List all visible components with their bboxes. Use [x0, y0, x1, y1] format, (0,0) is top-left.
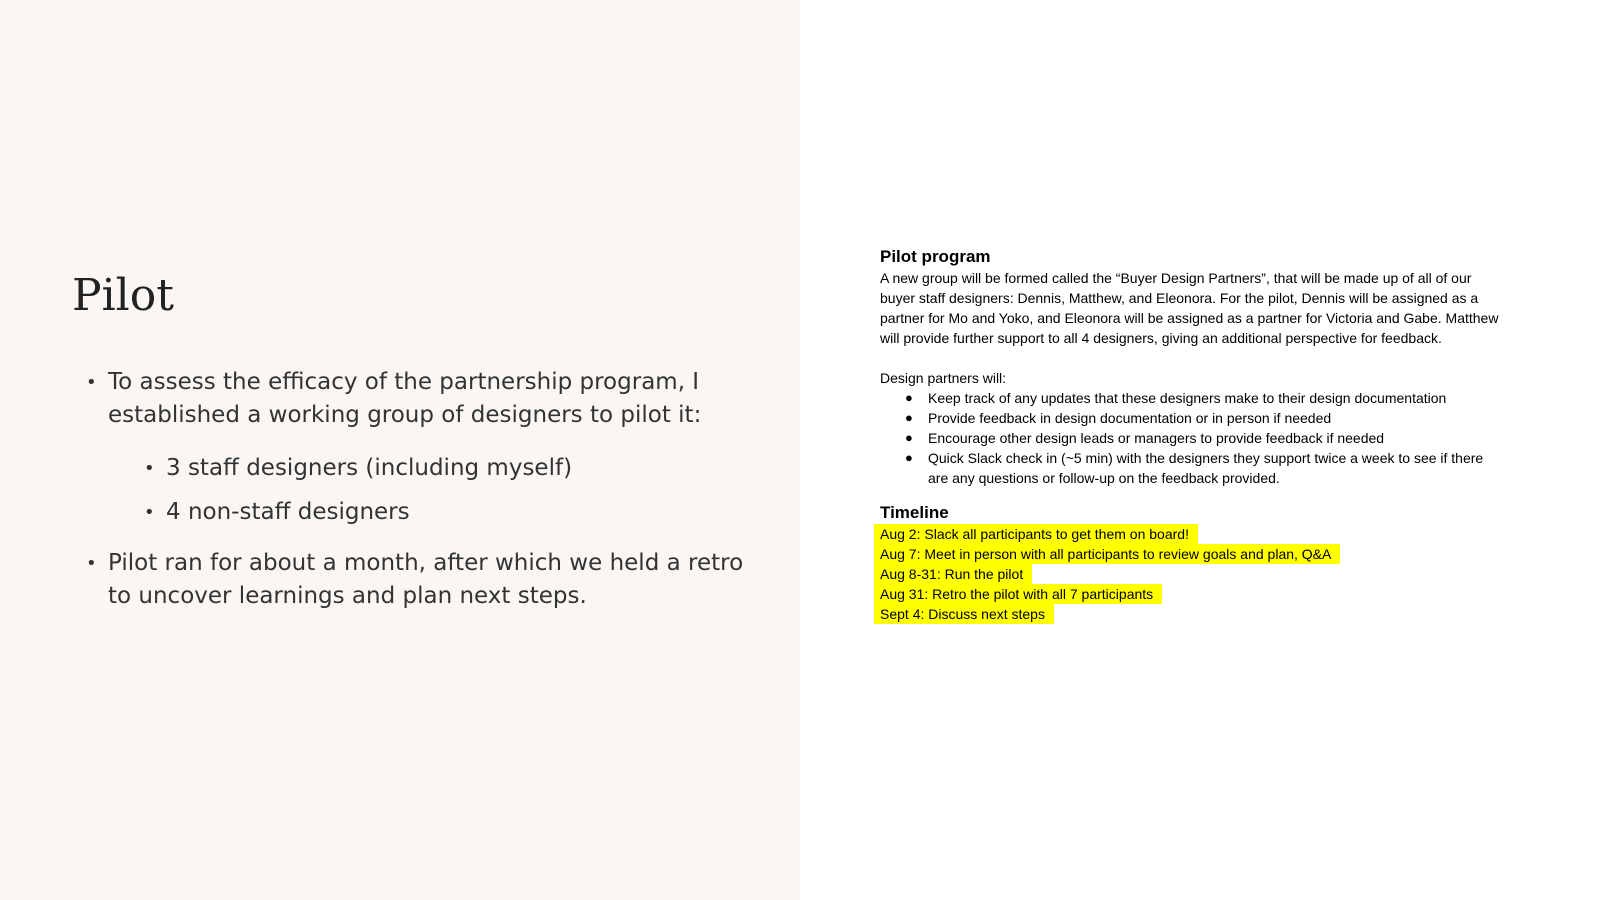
bullet-dot-icon: •	[86, 372, 97, 393]
doc-partner-item	[905, 448, 1505, 488]
bullet-dot-icon: •	[144, 458, 155, 479]
bullet-dot-icon: •	[86, 553, 97, 574]
slide-bullet-text: To assess the efficacy of the partnership program, I established a working group of designers to pilot it:	[108, 369, 702, 428]
bullet-dot-icon: ●	[905, 410, 913, 425]
doc-heading: Pilot program	[880, 247, 991, 266]
timeline-item	[880, 604, 1505, 624]
bullet-dot-icon: ●	[905, 450, 913, 465]
timeline-item	[880, 564, 1505, 584]
highlighted-timeline-text: Sept 4: Discuss next steps	[874, 604, 1054, 624]
slide-bullet	[86, 366, 746, 529]
slide-sub-bullet-list	[144, 452, 746, 529]
slide-title: Pilot	[72, 270, 174, 321]
doc-partner-item-text: Keep track of any updates that these designers make to their design documentation	[928, 390, 1447, 406]
slide-bullet	[86, 547, 746, 613]
timeline-item	[880, 544, 1505, 564]
doc-partner-item	[905, 388, 1505, 408]
slide-bullet-list	[86, 366, 746, 631]
document-excerpt	[880, 246, 1505, 624]
doc-partner-list	[880, 388, 1505, 488]
doc-partner-item-text: Provide feedback in design documentation or in person if needed	[928, 410, 1332, 426]
highlighted-timeline-text: Aug 8-31: Run the pilot	[874, 564, 1032, 584]
doc-intro-paragraph: A new group will be formed called the “Buyer Design Partners”, that will be made up of all of our buyer staff designers: Dennis, Matthew, and Eleonora. For the pilot, Dennis will be assigned as a partner for Mo and Yoko, and Eleonora will be assigned as a partner for Victoria and Gabe. Matthew will provide further support to all 4 designers, giving an additional perspective for feedback.	[880, 270, 1499, 346]
slide-sub-bullet-text: 3 staff designers (including myself)	[166, 455, 573, 481]
doc-partner-item-text: Quick Slack check in (~5 min) with the designers they support twice a week to see if there are any questions or follow-up on the feedback provided.	[928, 450, 1484, 486]
doc-partner-item	[905, 408, 1505, 428]
highlighted-timeline-text: Aug 31: Retro the pilot with all 7 participants	[874, 584, 1162, 604]
bullet-dot-icon: •	[144, 502, 155, 523]
slide-sub-bullet-text: 4 non-staff designers	[166, 499, 410, 525]
timeline-item	[880, 524, 1505, 544]
doc-partners-label: Design partners will:	[880, 370, 1007, 386]
paragraph-spacer	[880, 348, 1505, 368]
bullet-dot-icon: ●	[905, 430, 913, 445]
slide-sub-bullet	[144, 496, 746, 529]
bullet-dot-icon: ●	[905, 390, 913, 405]
slide-sub-bullet	[144, 452, 746, 485]
highlighted-timeline-text: Aug 7: Meet in person with all participants to review goals and plan, Q&A	[874, 544, 1340, 564]
doc-timeline-list	[880, 524, 1505, 624]
highlighted-timeline-text: Aug 2: Slack all participants to get them on board!	[874, 524, 1198, 544]
doc-timeline-heading: Timeline	[880, 503, 949, 522]
doc-partner-item-text: Encourage other design leads or managers to provide feedback if needed	[928, 430, 1385, 446]
slide-bullet-text: Pilot ran for about a month, after which we held a retro to uncover learnings and plan next steps.	[108, 550, 744, 609]
timeline-item	[880, 584, 1505, 604]
doc-partner-item	[905, 428, 1505, 448]
